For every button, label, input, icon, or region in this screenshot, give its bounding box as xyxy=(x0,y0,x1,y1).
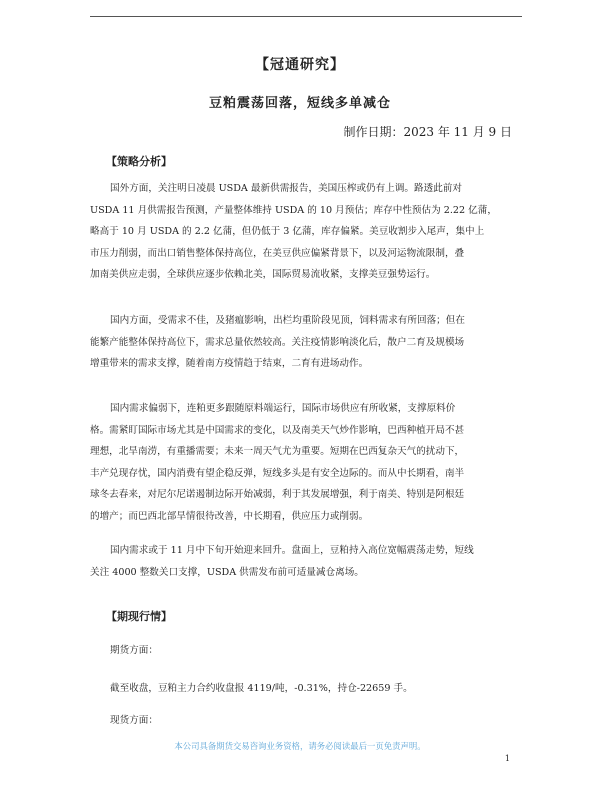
paragraph-line: 国外方面，关注明日凌晨 USDA 最新供需报告，美国压榨或仍有上调。路透此前对 xyxy=(110,183,462,194)
strategy-paragraph-3 xyxy=(90,398,520,528)
report-title: 豆粕震荡回落，短线多单减仓 xyxy=(208,96,391,111)
paragraph-line: 增重带来的需求支撑，随着南方疫情趋于结束，二育有进场动作。 xyxy=(90,358,369,370)
footer-disclaimer: 本公司具备期货交易咨询业务资格，请务必阅读最后一页免责声明。 xyxy=(174,741,426,751)
paragraph-line: 格。需紧盯国际市场尤其是中国需求的变化，以及南美天气炒作影响，巴西种植开局不甚 xyxy=(90,424,465,436)
strategy-paragraph-4 xyxy=(90,540,520,583)
header-rule xyxy=(90,16,522,17)
futures-label: 期货方面： xyxy=(110,645,158,656)
paragraph-line: USDA 11 月供需报告预测，产量整体维持 USDA 的 10 月预估；库存中性预估为 2.22 亿蒲， xyxy=(90,204,497,216)
paragraph-line: 市压力削弱，而出口销售整体保持高位，在美豆供应偏紧背景下，以及河运物流限制，叠 xyxy=(90,247,465,259)
section-heading-market: 【期现行情】 xyxy=(106,610,172,623)
futures-text: 截至收盘，豆粕主力合约收盘报 4119/吨，-0.31%，持仓-22659 手。 xyxy=(110,683,413,694)
paragraph-line: 的增产；而巴西北部旱情很待改善，中长期看，供应压力或削弱。 xyxy=(90,510,369,522)
paragraph-line: 理想，北旱南涝，有重播需要；未来一周天气尤为重要。短期在巴西复杂天气的扰动下， xyxy=(90,446,465,458)
spot-label: 现货方面： xyxy=(110,715,158,726)
section-heading-strategy: 【策略分析】 xyxy=(106,155,172,168)
page-number: 1 xyxy=(504,754,510,763)
strategy-paragraph-2 xyxy=(90,310,520,375)
paragraph-line: 能繁产能整体保持高位下，需求总量依然较高。关注疫情影响淡化后，散户二育及规模场 xyxy=(90,336,465,348)
paragraph-line: 关注 4000 整数关口支撑，USDA 供需发布前可适量减仓离场。 xyxy=(90,566,364,578)
paragraph-line: 球冬去春来，对尼尔尼诺遏制边际开始减弱，利于其发展增强，利于南美、特别是阿根廷 xyxy=(90,489,465,501)
paragraph-line: 丰产兑现存忧，国内消费有望企稳反弹，短线多头是有安全边际的。而从中长期看，南半 xyxy=(90,467,465,479)
paragraph-line: 国内方面，受需求不佳，及猪瘟影响，出栏均重阶段见顶，饲料需求有所回落；但在 xyxy=(110,315,465,326)
paragraph-line: 略高于 10 月 USDA 的 2.2 亿蒲，但仍低于 3 亿蒲，库存偏紧。美豆收割步入尾声，集中上 xyxy=(90,226,485,238)
strategy-paragraph-1 xyxy=(90,178,520,286)
report-date: 制作日期：2023 年 11 月 9 日 xyxy=(343,125,512,139)
paragraph-line: 加南美供应走弱，全球供应逐步依赖北美，国际贸易流收紧，支撑美豆强势运行。 xyxy=(90,269,436,281)
report-header: 【冠通研究】 xyxy=(255,57,345,73)
paragraph-line: 国内需求或于 11 月中下旬开始迎来回升。盘面上，豆粕持入高位宽幅震荡走势，短线 xyxy=(110,545,474,556)
paragraph-line: 国内需求偏弱下，连粕更多跟随原料端运行，国际市场供应有所收紧，支撑原料价 xyxy=(110,403,456,414)
